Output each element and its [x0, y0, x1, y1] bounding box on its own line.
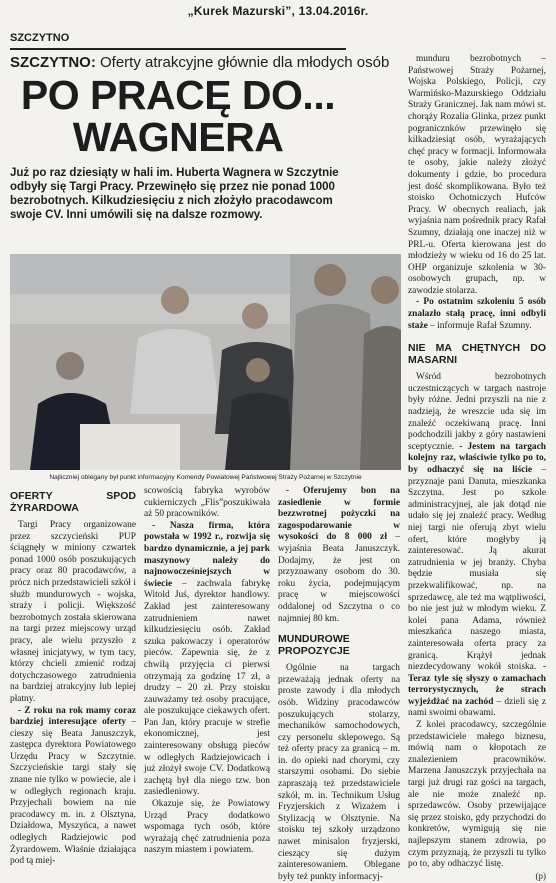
column-3-text: – wyjaśnia Beata Januszczyk. Dodajmy, że jest on przyznawany osobom do 30. roku życia, podejmującym pracę w miejscowości oddalonej od Szczytna o co najmniej 80 km. [278, 532, 400, 624]
article-kicker [10, 54, 390, 72]
column-3-paragraph-2: Ogólnie na targach przeważają jednak oferty na proste zawody i dla młodych osób. Widziny pracodawców poszukujących stolarzy, mechaników samochodowych, czy personelu sklepowego. Są też oferty pracy za granicą – m. in. do opieki nad chorymi, czy starszymi osobami. Do siebie zapraszają też przedstawiciele szkół, m. in. Technikum Usług Fryzjerskich z Wizażem i Stylizacją w Olsztynie. Na stoisku tej szkoły urządzono nawet minisalon fryzjerski, cieszący się dużym zainteresowaniem. Oblegane były też punkty informacyj- [278, 663, 400, 882]
job-fair-photo [10, 254, 401, 470]
right-attrib-3: – dzieli się z nami swoimi obawami. [408, 696, 546, 719]
column-2-quote: - Nasza firma, która powstała w 1992 r., rozwija się bardzo dynamicznie, a jej park maszynowy należy do najnowocześniejszych w świecie [144, 520, 270, 589]
column-1 [10, 486, 136, 868]
column-2 [144, 486, 270, 857]
headline-line-2: WAGNERA [72, 114, 284, 160]
column-1-quote: - Z roku na rok mamy coraz bardziej interesujące oferty [10, 705, 136, 728]
column-1-text: – cieszy się Beata Januszczyk, zastępca dyrektora Powiatowego Urzędu Pracy w Szczytnie. Szczycieńskie targi stały się znane nie tylko w powiecie, ale i w odległych regionach kraju. Przyjechali bowiem na nie pracodawcy m. in. z Olsztyna, Działdowa, Myszyńca, a nawet odległych Radziejowic pod Żyrardowem. Właśnie działająca pod tą miej- [10, 717, 136, 867]
right-quote-3: - Teraz tyle się słyszy o zamachach terrorystycznych, że strach wyjeżdżać na zachód [408, 662, 546, 707]
kicker-place: SZCZYTNO: [10, 54, 96, 71]
kicker-text: Oferty atrakcyjne głównie dla młodych osób [100, 54, 390, 71]
right-column [408, 54, 546, 882]
right-paragraph-4: Z kolei pracodawcy, szczególnie przedstawiciele małego biznesu, mówią nam o kłopotach ze znalezieniem pracowników. Marzena Januszczyk przyjechała na targi już drugi raz gości na targach, ale nie może znaleźć np. sprzedawców. Osoby przewijające się przez stoisko, gdy przychodzi do konkretów, wymigują się nie najlepszym stanem zdrowia, po czym przyznają, że przyszli tu tylko po to, aby odhaczyć listę. [408, 720, 546, 870]
right-attrib-1: – informuje Rafał Szumny. [427, 320, 532, 331]
article-signature: (p) [535, 870, 546, 881]
column-1-paragraph-2 [10, 706, 136, 868]
column-3-quote: - Oferujemy bon na zasiedlenie w formie bezzwrotnej pożyczki na zagospodarowanie w wysokości do 8 000 zł [278, 486, 400, 543]
right-attrib-2: – przyznaje pani Danuta, mieszkanka Szczytna. Jest po szkole administracyjnej, ale jak dotąd nie udało się jej znaleźć pracy. Według niej targi nie oferują zbyt wielu ofert, które mogłyby ją zainteresować. Ją akurat zatrudnienia w jej branży. Chyba będzie musiała się przekwalifikować, np. na sprzedawcę, ale też ma wątpliwości, bo nie jest już w młodym wieku. Z kolei pana Adama, również mieszkańca naszego miasta, zainteresowała oferta pracy za granicą. Krążył jednak niezdecydowany wokół stoiska. [408, 465, 546, 673]
column-2-paragraph-3: Okazuje się, że Powiatowy Urząd Pracy dodatkowo wspomaga tych osób, które wyrażają chęć zatrudnienia poza naszym miastem i powiatem. [144, 799, 270, 856]
photo-caption: Najliczniej oblegany był punkt informacyjny Komendy Powiatowej Państwowej Straży Pożarnej w Szczytnie [49, 474, 362, 481]
right-quote-2: - Jestem na targach kolejny raz, właściwie tylko po to, by odhaczyć się na liście [408, 441, 546, 475]
section-rule [10, 48, 346, 50]
right-subhead: NIE MA CHĘTNYCH DO MASARNI [408, 342, 546, 367]
article-photo [10, 254, 401, 470]
right-paragraph-1: munduru bezrobotnych – Państwowej Straży Pożarnej, Wojska Polskiego, Policji, czy Warmińsko-Mazurskiego Oddziału Straży Granicznej. Jak nam mówi st. chorąży Rozalia Glinka, przez punkt pogranicznków przewinęło się kilkadziesiąt osób, wyrażających chęć pracy w formacji. Informowała te osoby, jakie należy złożyć dokumenty i gdzie, bo procedura jest dość skomplikowana. Było też stoisko Ochotniczych Hufców Pracy. W obecnych realiach, jak wyjaśnia nam pośrednik pracy Rafał Szumny, działają one inaczej niż w PRL-u. Oferta kierowana jest do młodzieży w wieku od 16 do 25 lat. OHP organizuje szkolenia w 30-osobowych grupach, np. w zawodzie stolarza. [408, 54, 546, 296]
right-paragraph-2 [408, 297, 546, 332]
column-3-subhead: MUNDUROWE PROPOZYCJE [278, 633, 350, 658]
column-2-paragraph-2 [144, 521, 270, 799]
headline-line-1: PO PRACĘ DO... [20, 72, 336, 118]
column-1-subhead: OFERTY SPOD ŻYRARDOWA [10, 490, 136, 514]
right-text-3: Wśród bezrobotnych uczestniczących w targach nastroje były różne. Jedni przyszli na nie z nadzieją, że wreszcie uda się im znaleźć oczekiwaną pracę. Inni podchodzili jakby z góry nastawieni sceptycznie. [408, 372, 546, 452]
article-lead: Już po raz dziesiąty w hali im. Huberta Wagnera w Szczytnie odbyły się Targi Pracy. Przewinęło się przez nie ponad 1000 bezrobotnych. Kilkudziesięciu z nich złożyło pracodawcom swoje CV. Inni umówili się na dalsze rozmowy. [10, 167, 339, 221]
right-paragraph-3 [408, 372, 546, 720]
newspaper-source-line: „Kurek Mazurski”, 13.04.2016r. [187, 4, 369, 18]
right-quote-1: - Po ostatnim szkoleniu 5 osób znalazło stałą pracę, inni odbyli staże [408, 297, 546, 331]
column-1-paragraph-1: Targi Pracy organizowane przez szczycieński PUP ściągnęły w miniony czwartek ponad 1000 osób poszukujących pracy oraz 80 pracodawców, a prócz nich przedstawicieli szkół i służb mundurowych - wojska, straży i policji. Większość bezrobotnych została skierowana na targi przez miejscowy urząd pracy, ale wielu przyszło z własnej inicjatywy, w tym tacy, którzy chcieli zmienić rodzaj dotychczasowego zatrudnienia na bardziej atrakcyjny lub lepiej płatny. [10, 520, 136, 704]
column-3-paragraph-1 [278, 486, 400, 625]
section-label: SZCZYTNO [10, 32, 70, 44]
column-3 [278, 486, 400, 883]
article-headline [10, 74, 346, 158]
column-2-paragraph-1: scowością fabryka wyrobów cukierniczych „Flis”poszukiwała aż 50 pracowników. [144, 486, 270, 520]
column-2-text: – zachwala fabrykę Witold Juś, dyrektor handlowy. Zakład jest zainteresowany zatrudnieniem nawet kilkudziesięciu osób. Zakład szuka pakowaczy i operatorów pieców. Zapewnia się, że z chwilą przyjęcia ci pierwsi otrzymają za godzinę 17 zł, a drudzy – 20 zł. Przy stoisku zauważamy też osoby pracujące, ale poszukujące ciekawych ofert. Pan Jan, który pracuje w strefie ekonomicznej, jest zainteresowany obsługą pieców w odległych Radziejowicach i już złożył swoje CV. Dodatkową zachętą był dla niego tzw. bon zasiedleniowy. [144, 578, 270, 798]
